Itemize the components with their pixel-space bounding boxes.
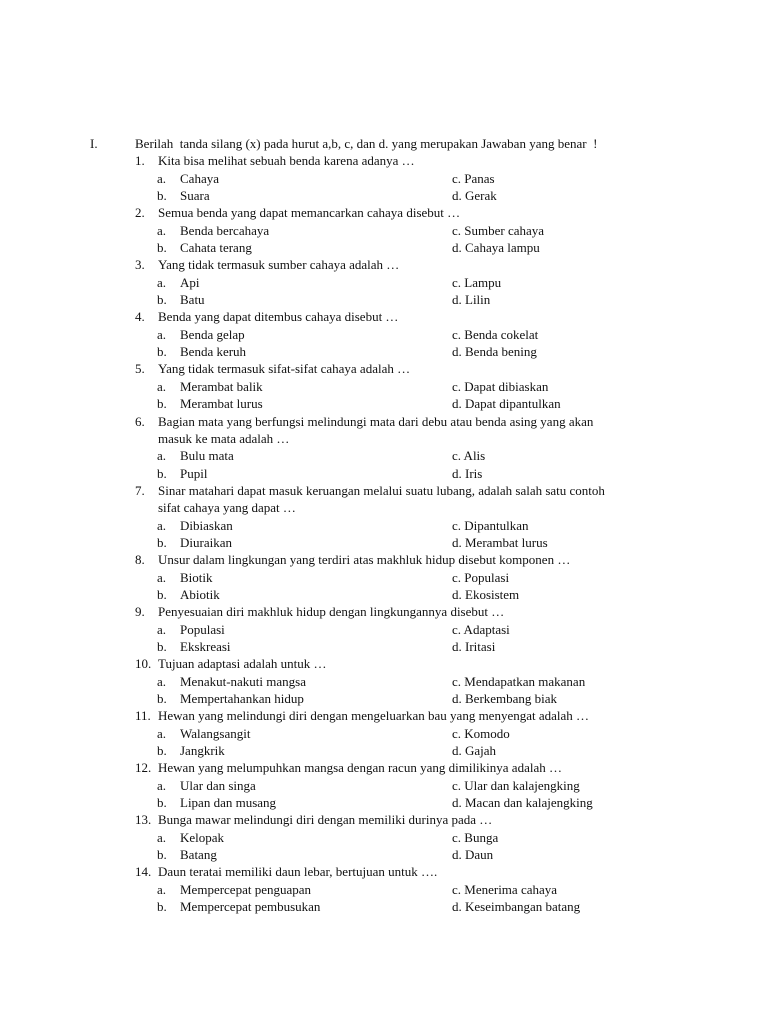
- question-line: [135, 811, 735, 828]
- option-row: [135, 881, 735, 898]
- option-row: [135, 621, 735, 638]
- option-row: [135, 170, 735, 187]
- option-letter: b.: [157, 465, 167, 481]
- option-left-answer: Suara: [180, 188, 210, 204]
- question-line: [135, 482, 735, 499]
- option-row: [135, 794, 735, 811]
- option-letter: b.: [157, 638, 167, 654]
- question-text: Yang tidak termasuk sifat-sifat cahaya adalah …: [158, 361, 411, 377]
- option-left-answer: Ular dan singa: [180, 777, 256, 793]
- question-text: Yang tidak termasuk sumber cahaya adalah …: [158, 257, 400, 273]
- option-left-answer: Merambat balik: [180, 378, 263, 394]
- question-number: 1.: [135, 153, 145, 169]
- option-letter: b.: [157, 795, 167, 811]
- question-text: Sinar matahari dapat masuk keruangan melalui suatu lubang, adalah salah satu contoh: [158, 482, 605, 498]
- option-right-answer: d. Macan dan kalajengking: [452, 795, 593, 811]
- option-letter: b.: [157, 743, 167, 759]
- option-right-answer: c. Dipantulkan: [452, 517, 529, 533]
- question-number: 12.: [135, 760, 152, 776]
- option-right-answer: c. Sumber cahaya: [452, 222, 545, 238]
- option-row: [135, 534, 735, 551]
- question-line: [135, 499, 735, 516]
- option-letter: b.: [157, 586, 167, 602]
- option-left-answer: Mempertahankan hidup: [180, 691, 304, 706]
- option-right-answer: d. Daun: [452, 847, 494, 863]
- option-left-answer: Biotik: [180, 569, 213, 585]
- option-right-answer: c. Komodo: [452, 725, 510, 741]
- question-line: [135, 655, 735, 672]
- option-right-answer: c. Benda cokelat: [452, 326, 539, 342]
- option-right-answer: d. Iritasi: [452, 638, 496, 654]
- option-left-answer: Dibiaskan: [180, 517, 233, 533]
- option-letter: b.: [157, 188, 167, 204]
- question-text: Bagian mata yang berfungsi melindungi mata dari debu atau benda asing yang akan: [158, 413, 594, 429]
- option-letter: a.: [157, 274, 167, 290]
- question-line: [135, 863, 735, 880]
- option-left-answer: Populasi: [180, 621, 225, 637]
- option-left-answer: Lipan dan musang: [180, 795, 277, 811]
- option-letter: a.: [157, 222, 167, 238]
- question-text: Unsur dalam lingkungan yang terdiri atas makhluk hidup disebut komponen …: [158, 552, 571, 568]
- option-left-answer: Cahata terang: [180, 240, 252, 256]
- option-row: [135, 673, 735, 690]
- option-left-answer: Mempercepat penguapan: [180, 881, 312, 897]
- option-left-answer: Ekskreasi: [180, 638, 231, 654]
- option-letter: a.: [157, 448, 167, 464]
- option-row: [135, 187, 735, 204]
- question-line: [135, 152, 735, 169]
- option-left-answer: Benda gelap: [180, 326, 245, 342]
- option-left-answer: Pupil: [180, 465, 208, 481]
- option-row: [135, 447, 735, 464]
- option-right-answer: c. Alis: [452, 448, 486, 464]
- question-line: [135, 413, 735, 430]
- option-right-answer: d. Dapat dipantulkan: [452, 396, 561, 412]
- option-left-answer: Jangkrik: [180, 743, 225, 759]
- option-letter: b.: [157, 534, 167, 550]
- option-row: [135, 517, 735, 534]
- option-left-answer: Batang: [180, 847, 217, 863]
- option-letter: b.: [157, 396, 167, 412]
- question-line: [135, 256, 735, 273]
- option-right-answer: d. Keseimbangan batang: [452, 899, 581, 915]
- option-right-answer: c. Dapat dibiaskan: [452, 378, 549, 394]
- option-row: [135, 846, 735, 863]
- question-line: [135, 551, 735, 568]
- option-row: [135, 465, 735, 482]
- question-text: Benda yang dapat ditembus cahaya disebut …: [158, 309, 399, 325]
- option-row: [135, 742, 735, 759]
- question-line: [135, 430, 735, 447]
- option-right-answer: d. Gerak: [452, 188, 497, 204]
- option-letter: b.: [157, 344, 167, 360]
- option-left-answer: Mempercepat pembusukan: [180, 899, 321, 915]
- question-number: 3.: [135, 257, 145, 273]
- option-right-answer: c. Populasi: [452, 569, 510, 585]
- question-text: Hewan yang melindungi diri dengan mengeluarkan bau yang menyengat adalah …: [158, 708, 590, 724]
- question-line: [135, 360, 735, 377]
- question-number: 9.: [135, 604, 145, 620]
- question-number: 2.: [135, 205, 145, 221]
- option-letter: a.: [157, 517, 167, 533]
- option-right-answer: d. Ekosistem: [452, 586, 520, 602]
- option-left-answer: Bulu mata: [180, 448, 234, 464]
- option-row: [135, 777, 735, 794]
- option-right-answer: c. Bunga: [452, 829, 499, 845]
- question-text: masuk ke mata adalah …: [158, 430, 290, 446]
- option-row: [135, 690, 735, 707]
- question-line: [135, 603, 735, 620]
- question-text: sifat cahaya yang dapat …: [158, 500, 296, 516]
- option-right-answer: d. Cahaya lampu: [452, 240, 540, 256]
- option-left-answer: Diuraikan: [180, 534, 232, 550]
- option-letter: b.: [157, 240, 167, 256]
- option-letter: a.: [157, 326, 167, 342]
- option-right-answer: d. Lilin: [452, 292, 491, 308]
- option-right-answer: d. Gajah: [452, 743, 497, 759]
- question-text: Daun teratai memiliki daun lebar, bertujuan untuk ….: [158, 864, 438, 880]
- option-right-answer: d. Iris: [452, 465, 483, 481]
- option-row: [135, 586, 735, 603]
- option-right-answer: c. Panas: [452, 170, 495, 186]
- question-line: [135, 759, 735, 776]
- question-number: 13.: [135, 812, 152, 828]
- option-row: [135, 274, 735, 291]
- option-left-answer: Kelopak: [180, 829, 225, 845]
- option-left-answer: Benda keruh: [180, 344, 247, 360]
- question-line: [135, 204, 735, 221]
- option-left-answer: Batu: [180, 292, 205, 308]
- question-text: Hewan yang melumpuhkan mangsa dengan racun yang dimilikinya adalah …: [158, 760, 562, 776]
- option-row: [135, 725, 735, 742]
- option-letter: a.: [157, 673, 167, 689]
- option-row: [135, 343, 735, 360]
- question-number: 8.: [135, 552, 145, 568]
- option-row: [135, 378, 735, 395]
- option-left-answer: Cahaya: [180, 170, 219, 186]
- option-letter: b.: [157, 847, 167, 863]
- option-row: [135, 638, 735, 655]
- question-number: 5.: [135, 361, 145, 377]
- option-right-answer: c. Ular dan kalajengking: [452, 777, 580, 793]
- option-row: [135, 291, 735, 308]
- question-number: 4.: [135, 309, 145, 325]
- option-letter: a.: [157, 569, 167, 585]
- option-letter: a.: [157, 725, 167, 741]
- option-right-answer: c. Mendapatkan makanan: [452, 673, 586, 689]
- question-text: Penyesuaian diri makhluk hidup dengan lingkungannya disebut …: [158, 604, 505, 620]
- question-number: 7.: [135, 482, 145, 498]
- question-number: 10.: [135, 656, 152, 672]
- option-letter: a.: [157, 777, 167, 793]
- option-row: [135, 222, 735, 239]
- question-line: [135, 707, 735, 724]
- option-letter: a.: [157, 881, 167, 897]
- option-letter: a.: [157, 829, 167, 845]
- question-number: 6.: [135, 413, 145, 429]
- option-right-answer: d. Benda bening: [452, 344, 537, 360]
- option-row: [135, 829, 735, 846]
- question-line: [135, 308, 735, 325]
- question-text: Semua benda yang dapat memancarkan cahaya disebut …: [158, 205, 461, 221]
- question-text: Kita bisa melihat sebuah benda karena adanya …: [158, 153, 415, 169]
- option-right-answer: d. Berkembang biak: [452, 691, 558, 706]
- option-left-answer: Walangsangit: [180, 725, 251, 741]
- option-letter: b.: [157, 899, 167, 915]
- question-text: Bunga mawar melindungi diri dengan memiliki durinya pada …: [158, 812, 493, 828]
- option-row: [135, 898, 735, 915]
- question-list: [135, 135, 735, 915]
- question-text: Tujuan adaptasi adalah untuk …: [158, 656, 327, 672]
- option-row: [135, 239, 735, 256]
- option-letter: b.: [157, 292, 167, 308]
- option-left-answer: Merambat lurus: [180, 396, 263, 412]
- option-right-answer: c. Menerima cahaya: [452, 881, 558, 897]
- option-left-answer: Abiotik: [180, 586, 220, 602]
- option-left-answer: Api: [180, 274, 200, 290]
- option-right-answer: c. Adaptasi: [452, 621, 510, 637]
- question-number: 14.: [135, 864, 152, 880]
- option-row: [135, 326, 735, 343]
- section-number: I.: [90, 136, 98, 151]
- option-letter: a.: [157, 621, 167, 637]
- option-row: [135, 569, 735, 586]
- option-right-answer: d. Merambat lurus: [452, 534, 548, 550]
- option-right-answer: c. Lampu: [452, 274, 502, 290]
- instruction-text: Berilah tanda silang (x) pada hurut a,b, c, dan d. yang merupakan Jawaban yang benar !: [135, 136, 598, 151]
- option-letter: a.: [157, 170, 167, 186]
- option-row: [135, 395, 735, 412]
- option-letter: a.: [157, 378, 167, 394]
- question-number: 11.: [135, 708, 151, 724]
- option-letter: b.: [157, 691, 167, 706]
- option-left-answer: Benda bercahaya: [180, 222, 270, 238]
- option-left-answer: Menakut-nakuti mangsa: [180, 673, 306, 689]
